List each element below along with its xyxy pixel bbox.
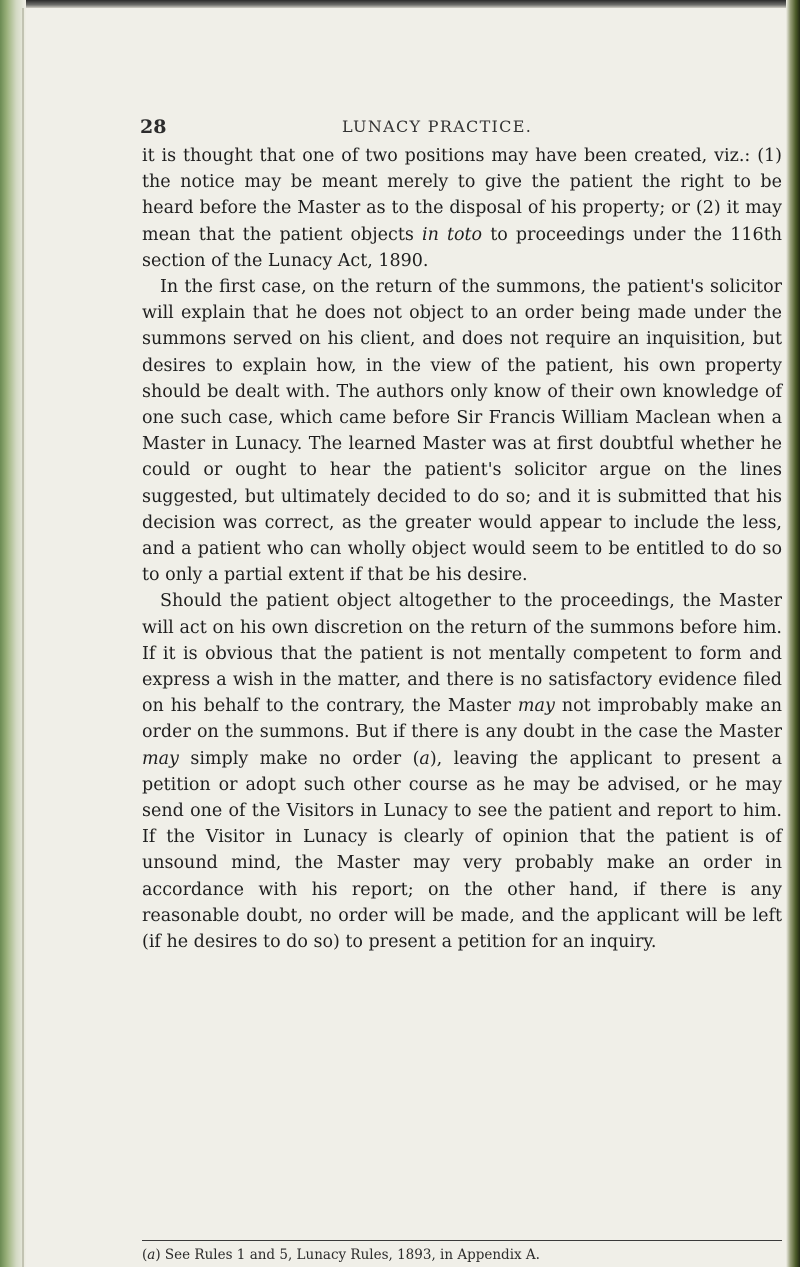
paragraph-3-text-a: Should the patient object altogether to the proceedings, the Master will act on his own discretion on the return of the summons before him. If it is obvious that the patient is not mentally competent to form and express a wish in the matter, and there is no satisfactory evidence filed on his behalf to the contrary, the Master — [142, 591, 782, 717]
paragraph-1-text-b: to proceedings under the 116th section of the Lunacy Act, 1890. — [142, 224, 782, 271]
paragraph-2: In the first case, on the return of the summons, the patient's solicitor will explain that he does not object to an order being made under the summons served on his client, and does not require an inquisition, but desires to explain how, in the view of the patient, his own property should be dealt with. The authors only know of their own knowledge of one such case, which came before Sir Francis William Maclean when a Master in Lunacy. The learned Master was at first doubtful whether he could or ought to hear the patient's solicitor argue on the lines suggested, but ultimately decided to do so; and it is submitted that his decision was correct, as the greater would appear to include the less, and a patient who can wholly object would seem to be entitled to do so to only a partial extent if that be his desire. — [142, 277, 782, 586]
footnote-text: See Rules 1 and 5, Lunacy Rules, 1893, in Appendix A. — [164, 1247, 540, 1263]
body-text — [142, 143, 782, 955]
page-right-edge — [786, 0, 800, 1267]
paragraph-3 — [142, 588, 782, 955]
paragraph-1-text-a: it is thought that one of two positions may have been created, viz.: (1) the notice may be meant merely to give the patient the right to be heard before the Master as to the disposal of his property; or (2) it may mean that the patient objects — [142, 146, 782, 245]
paragraph-1 — [142, 143, 782, 274]
running-head-title: LUNACY PRACTICE. — [342, 117, 533, 136]
paragraph-3-text-c: simply make no order ( — [178, 748, 420, 769]
page-top-shadow — [0, 0, 800, 8]
page-number: 28 — [140, 116, 167, 138]
footnote: (a) See Rules 1 and 5, Lunacy Rules, 1893, in Appendix A. — [142, 1247, 540, 1263]
paragraph-3-text-b: not improbably make an order on the summons. But if there is any doubt in the case the Master — [142, 696, 782, 743]
running-head — [0, 116, 800, 140]
paragraph-3-text-d: ), leaving the applicant to present a petition or adopt such other course as he may be advised, or he may send one of the Visitors in Lunacy to see the patient and report to him. If the Visitor in Lunacy is clearly of opinion that the patient is of unsound mind, the Master may very probably make an order in accordance with his report; on the other hand, if there is any reasonable doubt, no order will be made, and the applicant will be left (if he desires to do so) to present a petition for an inquiry. — [142, 748, 783, 953]
footnote-reference: a — [419, 748, 430, 769]
footnote-rule — [142, 1240, 782, 1241]
paragraph-3-emphasis-1: may — [517, 696, 555, 717]
footnote-marker: a — [147, 1247, 156, 1263]
gutter-line — [22, 8, 24, 1267]
paragraph-3-emphasis-2: may — [142, 748, 179, 769]
paragraph-1-emphasis: in toto — [421, 224, 483, 245]
